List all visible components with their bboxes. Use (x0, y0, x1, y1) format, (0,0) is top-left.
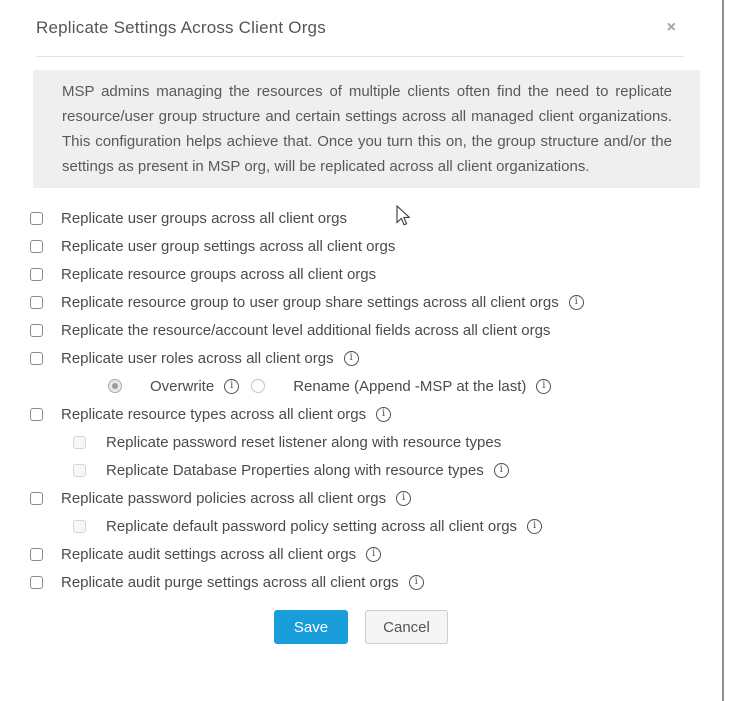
radio-option-rename (251, 378, 551, 395)
option-row-resource-types (30, 404, 692, 424)
modal-footer (0, 610, 722, 644)
option-row-share-settings (30, 292, 692, 312)
checkbox-replicate-additional-fields[interactable] (30, 324, 43, 337)
option-row-audit-purge-settings (30, 572, 692, 592)
option-label: Replicate resource group to user group share settings across all client orgs (61, 293, 559, 311)
user-roles-mode-radio-group (108, 376, 692, 396)
radio-option-overwrite (108, 378, 239, 395)
checkbox-replicate-default-password-policy (73, 520, 86, 533)
info-icon[interactable]: i (536, 379, 551, 394)
option-row-password-policies (30, 488, 692, 508)
checkbox-replicate-resource-types[interactable] (30, 408, 43, 421)
info-icon[interactable]: i (569, 295, 584, 310)
option-row-user-roles (30, 348, 692, 368)
checkbox-replicate-user-groups[interactable] (30, 212, 43, 225)
info-icon[interactable]: i (409, 575, 424, 590)
option-row-password-reset-listener (73, 432, 692, 452)
page-scrollbar-edge (722, 0, 724, 701)
radio-label: Rename (Append -MSP at the last) (293, 377, 527, 395)
save-button[interactable]: Save (274, 610, 348, 644)
checkbox-replicate-database-properties (73, 464, 86, 477)
checkbox-replicate-user-roles[interactable] (30, 352, 43, 365)
modal-title: Replicate Settings Across Client Orgs (36, 18, 326, 37)
close-icon[interactable]: × (666, 19, 676, 36)
info-icon[interactable]: i (494, 463, 509, 478)
info-icon[interactable]: i (344, 351, 359, 366)
option-label: Replicate password policies across all client orgs (61, 489, 387, 507)
option-label: Replicate resource groups across all client orgs (61, 265, 377, 283)
option-label: Replicate user roles across all client orgs (61, 349, 334, 367)
checkbox-replicate-user-group-settings[interactable] (30, 240, 43, 253)
radio-rename[interactable] (251, 379, 265, 393)
checkbox-replicate-password-reset-listener (73, 436, 86, 449)
option-label: Replicate default password policy setting across all client orgs (106, 517, 518, 535)
radio-overwrite[interactable] (108, 379, 122, 393)
radio-label: Overwrite (150, 377, 215, 395)
option-row-audit-settings (30, 544, 692, 564)
option-row-user-group-settings (30, 236, 692, 256)
option-row-user-groups (30, 208, 692, 228)
option-label: Replicate the resource/account level additional fields across all client orgs (61, 321, 551, 339)
options-list (30, 208, 692, 592)
option-label: Replicate user group settings across all client orgs (61, 237, 396, 255)
checkbox-replicate-resource-groups[interactable] (30, 268, 43, 281)
option-label: Replicate audit purge settings across all client orgs (61, 573, 399, 591)
option-row-resource-groups (30, 264, 692, 284)
option-label: Replicate resource types across all client orgs (61, 405, 367, 423)
option-row-additional-fields (30, 320, 692, 340)
option-label: Replicate audit settings across all client orgs (61, 545, 357, 563)
info-icon[interactable]: i (376, 407, 391, 422)
description-text: MSP admins managing the resources of multiple clients often find the need to replicate resource/user group structure and certain settings across all managed client organizations. This configuration helps achieve that. Once you turn this on, the group structure and/or the settings as present in MSP org, will be replicated across all client organizations. (33, 70, 700, 188)
info-icon[interactable]: i (396, 491, 411, 506)
checkbox-replicate-share-settings[interactable] (30, 296, 43, 309)
option-label: Replicate password reset listener along with resource types (106, 433, 502, 451)
option-row-default-password-policy (73, 516, 692, 536)
info-icon[interactable]: i (366, 547, 381, 562)
option-row-database-properties (73, 460, 692, 480)
option-label: Replicate user groups across all client orgs (61, 209, 347, 227)
info-icon[interactable]: i (527, 519, 542, 534)
checkbox-replicate-password-policies[interactable] (30, 492, 43, 505)
checkbox-replicate-audit-purge-settings[interactable] (30, 576, 43, 589)
checkbox-replicate-audit-settings[interactable] (30, 548, 43, 561)
info-icon[interactable]: i (224, 379, 239, 394)
cancel-button[interactable]: Cancel (365, 610, 448, 644)
modal-header (36, 0, 684, 57)
option-label: Replicate Database Properties along with resource types (106, 461, 484, 479)
